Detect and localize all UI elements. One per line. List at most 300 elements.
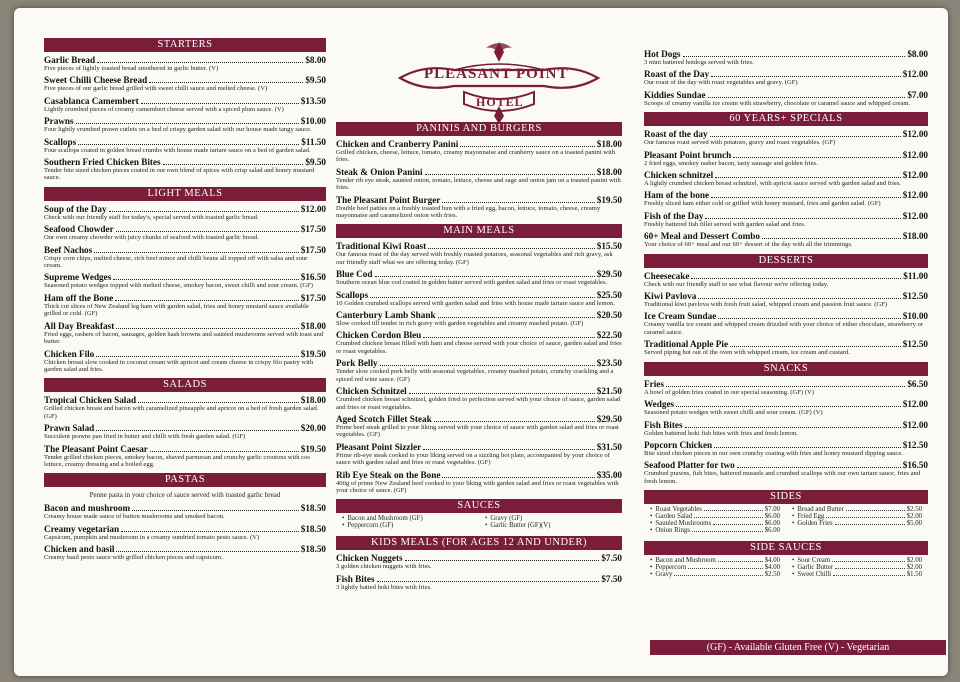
menu-item-header [44, 293, 326, 303]
item-name: Chicken Filo [44, 348, 95, 359]
item-price: $29.50 [596, 269, 622, 280]
dot-leader [718, 561, 763, 562]
menu-item [644, 440, 928, 457]
side-item [650, 557, 780, 564]
item-description: Our own creamy chowder with juicy chunks of seafood with toasted garlic bread. [44, 234, 259, 242]
item-price: $13.50 [300, 95, 326, 106]
item-name: Popcorn Chicken [644, 439, 713, 450]
menu-item-header [336, 470, 622, 480]
dot-leader [405, 560, 600, 561]
item-name: Pleasant Point Sizzler [336, 441, 422, 452]
sauce-name: Garlic Butter (GF)(V) [490, 522, 551, 530]
dot-leader [132, 510, 299, 511]
hotel-logo [394, 40, 604, 124]
dot-leader [425, 174, 595, 175]
menu-item-header [44, 423, 326, 433]
menu-item-header [644, 150, 928, 160]
item-price: $12.50 [902, 291, 928, 302]
menu-item [336, 139, 622, 164]
item-description: Our roast of the day with roast vegetables and gravy. (GF) [644, 79, 798, 87]
item-name: Sweet Chilli Cheese Bread [44, 75, 148, 86]
menu-item-header [336, 414, 622, 424]
menu-item [644, 69, 928, 86]
side-item [792, 513, 922, 520]
section-header: DESSERTS [644, 254, 928, 268]
item-description: Seasoned potato wedges topped with melted cheese, smokey bacon, sweet chilli and sour cream. (GF) [44, 282, 313, 290]
side-item [792, 506, 922, 513]
menu-item [644, 379, 928, 396]
item-name: Traditional Apple Pie [644, 339, 729, 350]
item-price: $12.00 [902, 149, 928, 160]
item-description: Five pieces of our garlic bread grilled with sweet chilli sauce and melted cheese. (V) [44, 85, 268, 93]
item-name: Fish Bites [336, 573, 375, 584]
dot-leader [691, 278, 901, 279]
dot-leader [835, 568, 905, 569]
item-name: Seafood Chowder [44, 224, 114, 235]
item-name: Chicken Nuggets [336, 553, 403, 564]
item-name: Ham of the bone [644, 190, 710, 201]
item-description: Tender grilled chicken pieces, smokey bacon, shaved parmesan and crunchy garlic croutons with cos lettuce, creamy dressing and a boiled egg. [44, 453, 310, 468]
dot-leader [423, 337, 594, 338]
menu-item-header [336, 269, 622, 279]
sauce-item [342, 515, 473, 522]
dot-leader [714, 447, 901, 448]
dot-leader [423, 449, 595, 450]
item-description: Creamy vanilla ice cream and whipped cream drizzled with your choice of either chocolate, strawberry or caramel sauce. [644, 321, 924, 336]
item-description: Golden battered hoki fish bites with fries and fresh lemon. [644, 429, 798, 437]
item-price: $18.00 [902, 231, 928, 242]
item-description: Freshly sliced ham either cold or grilled with honey mustard, fries and garden salad. (GF) [644, 200, 881, 208]
item-description: Thick cut slices of New Zealand leg ham with garden salad, fries and honey mustard sauce available grilled or cold. (GF) [44, 302, 309, 318]
menu-item-header [44, 503, 326, 513]
item-price: $18.50 [300, 523, 326, 534]
side-name: Bacon and Mushroom [655, 557, 716, 565]
menu-item-header [644, 190, 928, 200]
bullet-icon: • [342, 515, 345, 523]
side-item [650, 571, 780, 578]
item-price: $12.00 [902, 69, 928, 80]
menu-item-header [336, 195, 622, 205]
dot-leader [380, 365, 595, 366]
item-name: Chicken schnitzel [644, 170, 714, 181]
item-description: Crumbed chicken breast filled with ham and cheese served with your choice of sauce, garden salad and fries or roast vegetables. [336, 340, 622, 355]
menu-item [44, 503, 326, 520]
item-description: A lightly crumbed chicken breast schnitzel, with apricot sauce served with garden salad and fries. [644, 180, 902, 188]
item-price: $16.50 [300, 272, 326, 283]
side-name: Sautéed Mushrooms [655, 520, 712, 528]
item-price: $10.00 [902, 311, 928, 322]
item-price: $12.00 [902, 190, 928, 201]
bullet-icon: • [792, 506, 795, 514]
item-price: $8.00 [305, 55, 326, 65]
bullet-icon: • [342, 522, 345, 530]
menu-item-header [44, 444, 326, 454]
sauce-item [342, 522, 473, 529]
dot-leader [115, 300, 299, 301]
dot-leader [428, 248, 595, 249]
menu-item [644, 271, 928, 288]
item-name: Chicken Schnitzel [336, 386, 407, 397]
menu-item-header [336, 386, 622, 396]
section-header: SIDES [644, 490, 928, 504]
menu-item-header [644, 399, 928, 409]
menu-item-header [644, 231, 928, 241]
side-item [792, 520, 922, 527]
menu-item [44, 204, 326, 221]
item-price: $12.00 [300, 203, 326, 214]
menu-item-header [44, 157, 326, 167]
dot-leader [150, 451, 299, 452]
item-description: Crumbed prawns, fish bites, battered mussels and crumbed scallops with our own tartare sauce, fries and fresh lemon. [644, 470, 921, 485]
menu-item-header [44, 272, 326, 282]
dot-leader [846, 510, 905, 511]
menu-item [644, 311, 928, 336]
dot-leader [96, 356, 298, 357]
bullet-icon: • [650, 564, 653, 572]
item-description: 3 mini battered hotdogs served with fries. [644, 59, 754, 66]
menu-item [44, 96, 326, 113]
dot-leader [442, 202, 594, 203]
item-price: $7.00 [907, 89, 928, 100]
item-name: Traditional Kiwi Roast [336, 241, 427, 252]
menu-item [44, 272, 326, 289]
item-price: $17.50 [300, 224, 326, 235]
dot-leader [438, 317, 595, 318]
item-description: Southern ocean blue cod coated in golden batter served with garden salad and fries or roast vegetables. [336, 279, 608, 287]
item-description: 3 lightly batted hoki bites with fries. [336, 583, 432, 591]
item-price: $8.00 [907, 49, 928, 59]
bullet-icon: • [485, 515, 488, 523]
item-description: Prime beef steak grilled to your liking served with your choice of sauce with garden salad and fries or roast vegetables. (GF) [336, 423, 619, 439]
side-name: Garlic Butter [797, 564, 834, 572]
dot-leader [434, 421, 595, 422]
menu-item [644, 90, 928, 107]
menu-item-header [644, 291, 928, 301]
dot-leader [762, 238, 901, 239]
item-description: Check with our friendly staff to see what flavour we're offering today. [644, 280, 829, 288]
side-item [650, 527, 780, 534]
item-name: Blue Cod [336, 269, 373, 280]
side-name: Golden Fries [797, 520, 833, 528]
menu-item-header [336, 574, 622, 584]
menu-item-header [44, 224, 326, 234]
menu-item-header [44, 96, 326, 106]
menu-item [44, 544, 326, 561]
menu-item [336, 470, 622, 495]
sauce-name: Peppercorn (GF) [347, 522, 394, 530]
menu-item [44, 349, 326, 374]
dot-leader [692, 531, 763, 532]
item-price: $12.00 [902, 129, 928, 140]
menu-item [644, 49, 928, 66]
item-name: Supreme Wedges [44, 272, 112, 283]
item-description: A bowl of golden fries coated in our special seasoning. (GF) (V) [644, 388, 814, 396]
side-price: $1.50 [906, 571, 922, 579]
dot-leader [674, 575, 762, 576]
item-price: $35.00 [596, 469, 622, 480]
item-description: Creamy basil pesto sauce with grilled chicken pieces and capsicum. [44, 554, 223, 562]
item-description: Creamy house made sauce of button mushrooms and smoked bacon. [44, 513, 225, 521]
section-header: SIDE SAUCES [644, 541, 928, 555]
menu-item-header [44, 137, 326, 147]
dot-leader [138, 402, 299, 403]
section-header: KIDS MEALS (FOR AGES 12 AND UNDER) [336, 536, 622, 550]
menu-item [44, 55, 326, 72]
menu-item-header [44, 395, 326, 405]
menu-item-header [44, 116, 326, 126]
logo-text-pleasant: PLEASANT [424, 66, 513, 82]
dot-leader [715, 177, 901, 178]
item-price: $7.50 [601, 573, 622, 584]
left-column [44, 38, 326, 562]
item-price: $31.50 [596, 441, 622, 452]
side-name: Onion Rings [655, 527, 690, 535]
item-price: $19.50 [300, 348, 326, 359]
dot-leader [78, 144, 299, 145]
menu-item [44, 224, 326, 241]
middle-column [336, 122, 622, 591]
item-name: Scallops [336, 289, 369, 300]
dot-leader [826, 517, 904, 518]
item-price: $20.50 [596, 310, 622, 321]
side-name: Sour Cream [797, 557, 831, 565]
item-name: Tropical Chicken Salad [44, 395, 137, 406]
bullet-icon: • [792, 557, 795, 565]
menu-item-header [44, 75, 326, 85]
menu-item-header [644, 90, 928, 100]
menu-item [644, 190, 928, 207]
side-price: $6.00 [764, 513, 780, 521]
item-description: Capsicum, pumpkin and mushroom in a creamy sundried tomato pesto sauce. (V) [44, 533, 260, 541]
item-description: Traditional kiwi pavlova with fresh fruit salad, whipped cream and passion fruit sauce. (GF) [644, 301, 888, 309]
dot-leader [833, 575, 905, 576]
dot-leader [163, 164, 304, 165]
section-header: SALADS [44, 378, 326, 392]
dot-leader [97, 62, 303, 63]
item-name: The Pleasant Point Burger [336, 194, 441, 205]
item-price: $17.50 [300, 292, 326, 303]
item-price: $18.00 [300, 320, 326, 331]
item-name: Aged Scotch Fillet Steak [336, 413, 432, 424]
section-header: MAIN MEALS [336, 224, 622, 238]
item-name: Steak & Onion Panini [336, 166, 423, 177]
bullet-icon: • [650, 506, 653, 514]
menu-item [336, 553, 622, 570]
item-name: Chicken Cordon Bleu [336, 330, 422, 341]
menu-item [644, 420, 928, 437]
side-item [792, 527, 922, 534]
dot-leader [460, 146, 594, 147]
dot-leader [149, 82, 303, 83]
dot-leader [121, 531, 299, 532]
section-header: PASTAS [44, 473, 326, 487]
item-description: Grilled chicken breast and bacon with caramelized pineapple and apricot on a bed of fresh garden salad. (GF) [44, 405, 319, 420]
item-description: Our famous roast served with potatoes, gravy and roast vegetables. (GF) [644, 139, 836, 147]
item-name: Bacon and mushroom [44, 503, 131, 514]
item-name: Rib Eye Steak on the Bone [336, 469, 441, 480]
item-description: Our famous roast of the day served with freshly roasted potatoes, seasonal vegetables and rich gravy, ask our friendly staff what we are offering today. (GF) [336, 251, 613, 266]
side-price: $4.00 [764, 557, 780, 565]
item-name: Fries [644, 378, 664, 389]
dot-leader [116, 231, 299, 232]
menu-item [44, 75, 326, 92]
item-price: $29.50 [596, 413, 622, 424]
bullet-icon: • [650, 520, 653, 528]
item-price: $12.00 [902, 399, 928, 410]
bullet-icon: • [792, 513, 795, 521]
item-name: Scallops [44, 136, 77, 147]
menu-item [644, 211, 928, 228]
dot-leader [109, 211, 299, 212]
item-description: Check with our friendly staff for today's, special served with toasted garlic bread. [44, 213, 259, 221]
item-description: Succulent prawns pan fried in butter and chilli with fresh garden salad. (GF) [44, 433, 246, 441]
bullet-icon: • [792, 520, 795, 528]
bullet-icon: • [650, 571, 653, 579]
item-name: Garlic Bread [44, 55, 96, 65]
item-description: Your choice of 60+ meal and our 60+ dessert of the day with all the trimmings. [644, 241, 853, 249]
item-price: $12.00 [902, 419, 928, 430]
item-name: Pork Belly [336, 358, 378, 369]
item-description: Scoops of creamy vanilla ice cream with strawberry, chocolate or caramel sauce and whipped cream. [644, 99, 911, 107]
menu-item-header [644, 420, 928, 430]
dot-leader [96, 430, 298, 431]
dot-leader [710, 136, 901, 137]
menu-item-header [644, 440, 928, 450]
menu-item-header [336, 139, 622, 149]
item-description: Crispy corn chips, melted cheese, rich beef mince and chilli beans all topped off with salsa and sour cream. [44, 254, 308, 270]
item-description: Seasoned potato wedges with sweet chilli and sour cream. (GF) (V) [644, 409, 823, 417]
side-item [792, 571, 922, 578]
menu-item [44, 395, 326, 420]
menu-item-header [644, 49, 928, 59]
dot-leader [704, 510, 763, 511]
dot-leader [708, 97, 906, 98]
section-header: PANINIS AND BURGERS [336, 122, 622, 136]
dot-leader [688, 568, 762, 569]
bullet-icon: • [650, 557, 653, 565]
item-price: $18.50 [300, 544, 326, 555]
item-description: Fried eggs, rashers of bacon, sausages, golden hash browns and sautéed mushrooms served with toast and butter. [44, 330, 324, 346]
menu-item [336, 167, 622, 192]
item-name: 60+ Meal and Dessert Combo [644, 231, 760, 242]
item-description: Double beef patties on a freshly toasted bun with a fried egg, bacon, lettuce, tomato, cheese, creamy mayonnaise and caramelized onion with fries. [336, 204, 601, 220]
side-item [650, 564, 780, 571]
item-name: Kiddies Sundae [644, 89, 706, 100]
side-list [644, 504, 928, 536]
item-name: Canterbury Lamb Shank [336, 310, 436, 321]
item-name: The Pleasant Point Caesar [44, 443, 148, 454]
item-price: $20.00 [300, 423, 326, 434]
dot-leader [676, 406, 901, 407]
side-name: Fried Egg [797, 513, 825, 521]
bullet-icon: • [792, 564, 795, 572]
item-name: Creamy vegetarian [44, 523, 120, 534]
menu-item-header [644, 129, 928, 139]
dot-leader [737, 467, 901, 468]
menu-item [336, 358, 622, 383]
menu-item-header [336, 167, 622, 177]
side-name: Sweet Chilli [797, 571, 832, 579]
dot-leader [711, 197, 901, 198]
item-price: $18.00 [300, 395, 326, 406]
item-name: Casablanca Camembert [44, 95, 139, 106]
menu-item-header [336, 442, 622, 452]
item-price: $15.50 [596, 241, 622, 252]
menu-item-header [336, 310, 622, 320]
sauce-name: Gravy (GF) [490, 515, 523, 523]
bullet-icon: • [650, 513, 653, 521]
menu-item-header [644, 379, 928, 389]
dot-leader [370, 297, 595, 298]
dot-leader [683, 56, 906, 57]
menu-item [336, 442, 622, 467]
dot-leader [141, 103, 299, 104]
menu-item-header [44, 349, 326, 359]
side-name: Gravy [655, 571, 673, 579]
item-name: Pleasant Point brunch [644, 149, 732, 160]
menu-item [336, 290, 622, 307]
dot-leader [733, 157, 900, 158]
side-item [792, 557, 922, 564]
dot-leader [730, 346, 901, 347]
menu-item-header [644, 170, 928, 180]
menu-item [44, 524, 326, 541]
menu-item [644, 231, 928, 248]
item-description: Tender slow cooked pork belly with seasonal vegetables, creamy mashed potato, crunchy crackling and a spiced red wine sauce. (GF) [336, 368, 614, 383]
sauce-item [485, 522, 616, 529]
item-description: 400g of prime New Zealand beef cooked to your liking with garden salad and fries or roast vegetables with your choice of sauce. (GF) [336, 479, 619, 494]
side-price: $2.00 [906, 513, 922, 521]
item-name: Wedges [644, 399, 675, 410]
dot-leader [76, 123, 299, 124]
side-name: Roast Vegetables [655, 506, 702, 514]
item-name: Kiwi Pavlova [644, 291, 697, 302]
item-name: Prawns [44, 116, 74, 127]
menu-item [644, 129, 928, 146]
side-price: $2.00 [906, 564, 922, 572]
item-description: Bite sized chicken pieces in our own crunchy coating with fries and honey mustard dipping sauce. [644, 449, 903, 457]
item-description: Freshly battered fish fillet served with garden salad and fries. [644, 220, 806, 228]
menu-item-header [336, 553, 622, 563]
sauce-list [336, 513, 622, 531]
side-item [650, 520, 780, 527]
item-price: $22.50 [596, 330, 622, 341]
menu-item [644, 460, 928, 485]
item-name: Chicken and Cranberry Panini [336, 139, 459, 149]
side-name: Bread and Butter [797, 506, 844, 514]
item-name: Roast of the Day [644, 69, 710, 80]
item-description: 2 fried eggs, smokey rasher bacon, tasty sausage and golden fries. [644, 159, 818, 167]
item-description: Crumbed chicken breast schnitzel, golden fried to perfection served with your choice of sauce, garden salad and fries or roast vegetables. [336, 396, 621, 411]
right-column [644, 46, 928, 580]
dot-leader [442, 477, 594, 478]
menu-item [44, 321, 326, 346]
dot-leader [685, 427, 901, 428]
menu-item-header [44, 321, 326, 331]
item-price: $25.50 [596, 289, 622, 300]
item-price: $7.50 [601, 553, 622, 564]
item-price: $12.50 [902, 339, 928, 350]
menu-item [644, 291, 928, 308]
menu-item [336, 195, 622, 220]
dot-leader [705, 218, 900, 219]
dot-leader [698, 298, 900, 299]
menu-item [644, 339, 928, 356]
menu-item [44, 116, 326, 133]
dot-leader [711, 76, 901, 77]
sauce-item [485, 515, 616, 522]
item-price: $23.50 [596, 358, 622, 369]
